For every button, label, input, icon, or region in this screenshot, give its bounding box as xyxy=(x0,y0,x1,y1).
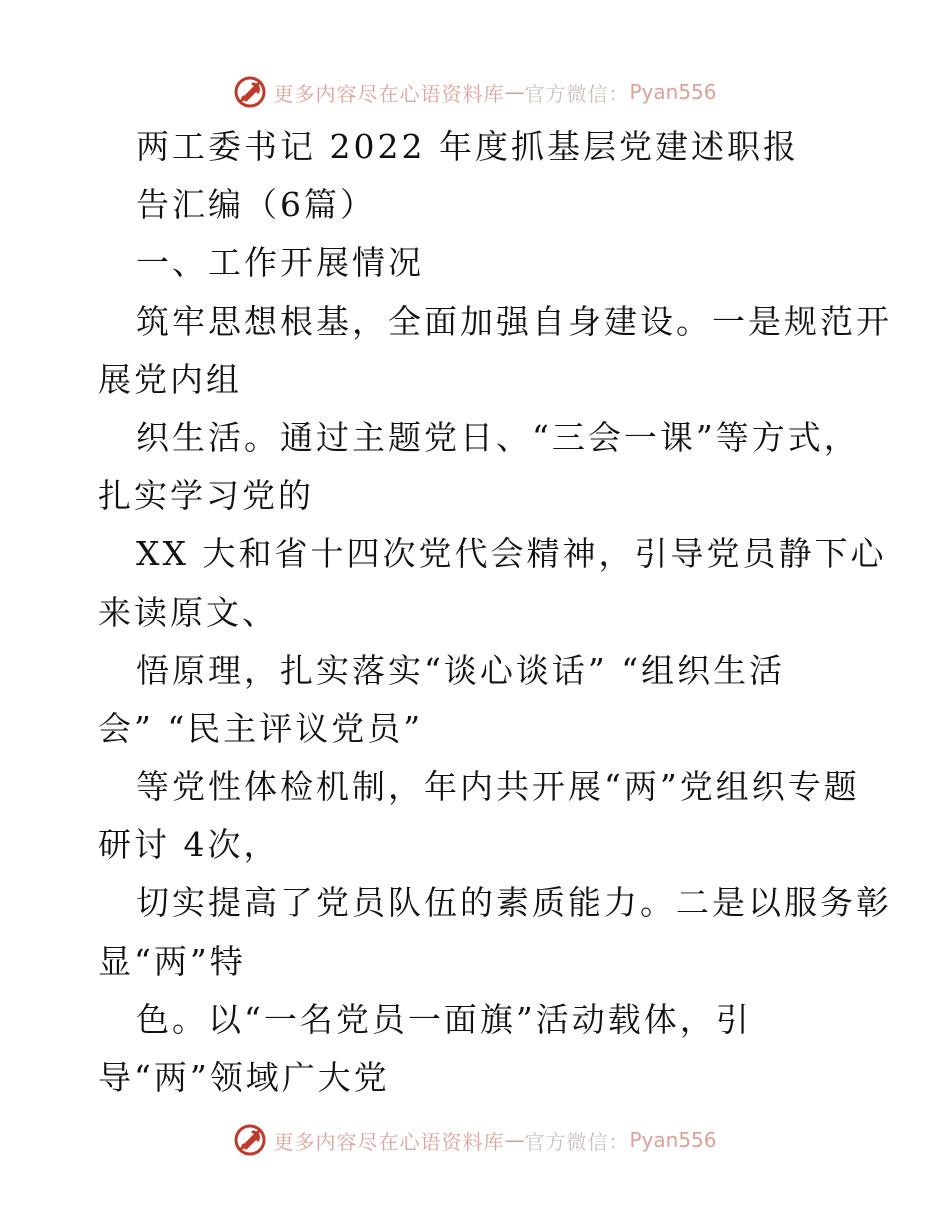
body-line: 筑牢思想根基，全面加强自身建设。一是规范开 xyxy=(136,301,892,341)
body-line: 显“两”特 xyxy=(98,941,246,981)
document-title-line-2: 告汇编（6篇） xyxy=(136,185,376,225)
body-line: 研讨 4次， xyxy=(98,825,280,865)
banner-wechat-label: 官方微信： xyxy=(524,81,630,106)
document-title-line-1: 两工委书记 2022 年度抓基层党建述职报 xyxy=(136,127,799,166)
header-watermark-banner xyxy=(0,72,950,112)
banner-wechat-id: Pyan556 xyxy=(629,80,717,104)
body-line: 悟原理，扎实落实“谈心谈话” “组织生活 xyxy=(136,650,786,690)
banner-wechat-label: 官方微信： xyxy=(524,1129,630,1154)
banner-promo-text: 更多内容尽在心语资料库 xyxy=(273,1129,505,1154)
body-line: 导“两”领域广大党 xyxy=(98,1058,390,1097)
body-line: 色。以“一名党员一面旗”活动载体，引 xyxy=(136,999,752,1039)
body-line: XX 大和省十四次党代会精神，引导党员静下心 xyxy=(136,534,887,574)
quill-logo-icon xyxy=(233,1123,267,1157)
body-line: 来读原文、 xyxy=(98,592,278,632)
body-line: 会” “民主评议党员” xyxy=(98,708,424,748)
body-line: 扎实学习党的 xyxy=(98,476,314,516)
banner-wechat-id: Pyan556 xyxy=(629,1128,717,1152)
body-line: 展党内组 xyxy=(98,359,242,399)
quill-logo-icon xyxy=(233,75,267,109)
section-heading: 一、工作开展情况 xyxy=(136,243,424,283)
body-line: 等党性体检机制，年内共开展“两”党组织专题 xyxy=(136,767,860,807)
banner-promo-text: 更多内容尽在心语资料库 xyxy=(273,81,505,106)
footer-watermark-banner xyxy=(0,1120,950,1160)
banner-dash: — xyxy=(504,80,525,104)
body-line: 切实提高了党员队伍的素质能力。二是以服务彰 xyxy=(136,883,892,923)
document-body xyxy=(98,118,892,1107)
banner-dash: — xyxy=(504,1128,525,1152)
body-line: 织生活。通过主题党日、“三会一课”等方式， xyxy=(136,417,860,457)
